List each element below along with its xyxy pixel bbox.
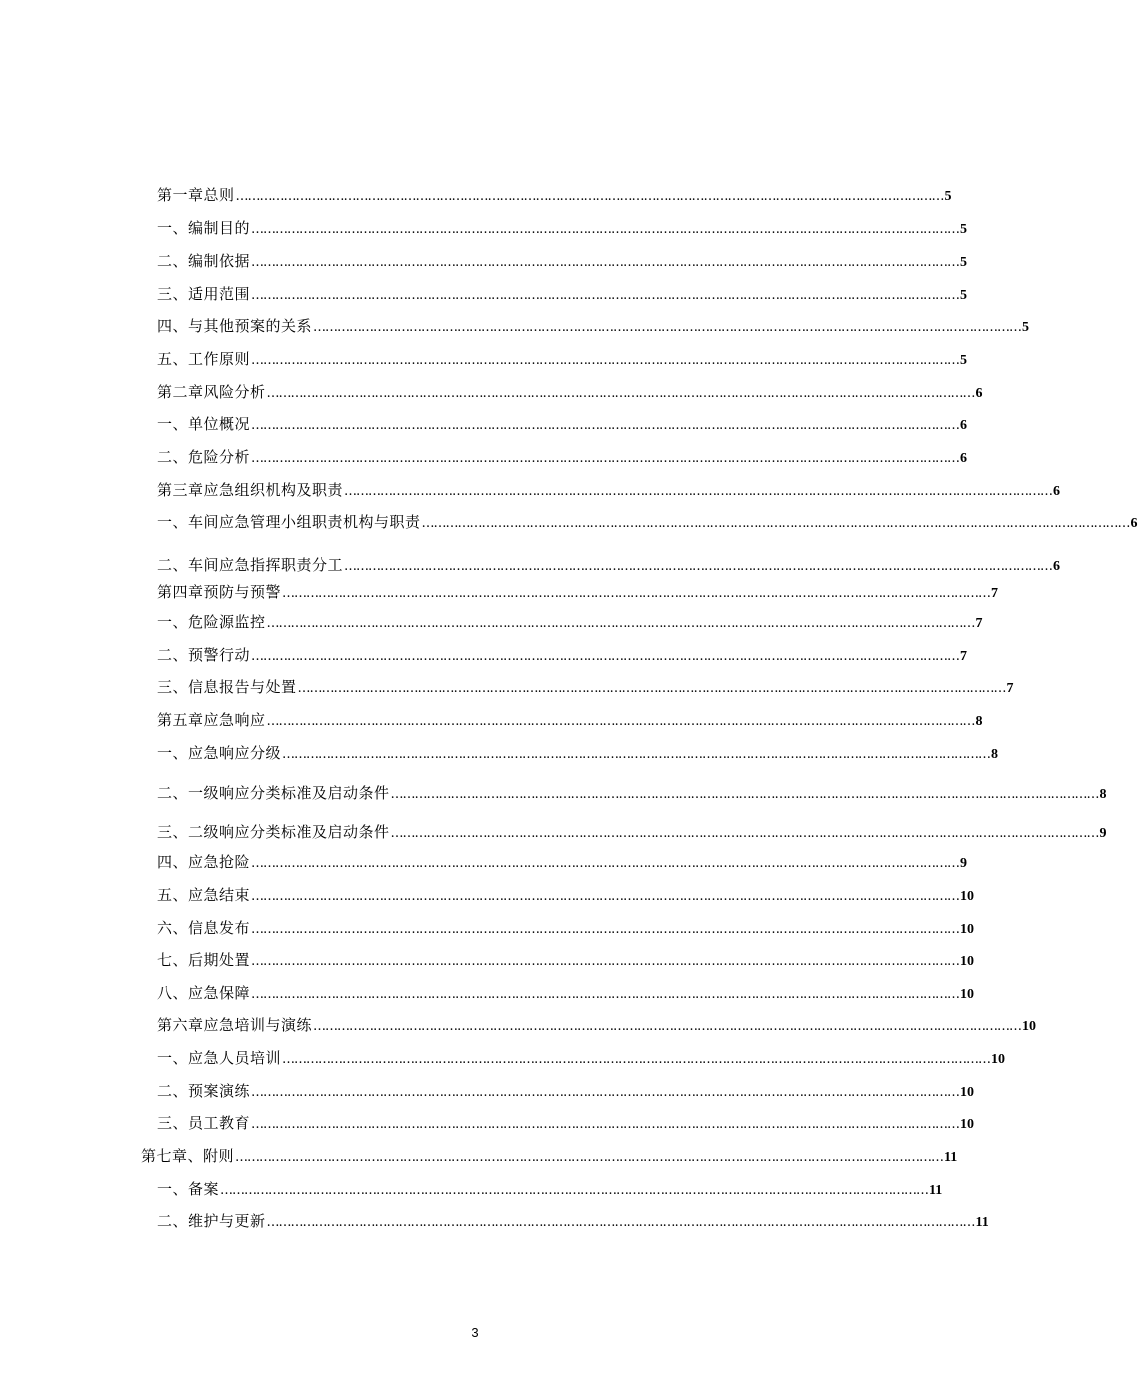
toc-entry-page: 6 xyxy=(1053,484,1061,499)
toc-entry-title: 一、车间应急管理小组职责机构与职责 xyxy=(157,513,421,531)
toc-entry-title: 三、二级响应分类标准及启动条件 xyxy=(157,823,390,841)
toc-entry-title: 第四章预防与预警 xyxy=(157,583,282,601)
toc-entry-title: 二、预警行动 xyxy=(157,646,251,664)
toc-entry-page: 6 xyxy=(1130,516,1138,531)
toc-entry-page: 6 xyxy=(960,418,968,433)
toc-entry-title: 二、预案演练 xyxy=(157,1082,251,1100)
toc-entry-page: 10 xyxy=(960,954,975,969)
page-number: 3 xyxy=(471,1325,479,1340)
toc-entry[interactable] xyxy=(157,185,952,207)
toc-entry-page: 8 xyxy=(991,747,999,762)
toc-entry[interactable] xyxy=(157,1081,975,1103)
toc-entry-title: 二、一级响应分类标准及启动条件 xyxy=(157,784,390,802)
toc-leader-dots: …………………………………………………………………………………………………………………………………………………………… xyxy=(251,1117,960,1132)
toc-entry-page: 10 xyxy=(991,1052,1006,1067)
toc-leader-dots: …………………………………………………………………………………………………………………………………………………………… xyxy=(251,288,960,303)
toc-entry[interactable] xyxy=(157,382,983,404)
toc-leader-dots: …………………………………………………………………………………………………………………………………………………………… xyxy=(220,1183,929,1198)
toc-entry[interactable] xyxy=(157,950,975,972)
toc-entry-title: 五、应急结束 xyxy=(157,886,251,904)
toc-entry[interactable] xyxy=(157,918,975,940)
toc-leader-dots: …………………………………………………………………………………………………………………………………………………………… xyxy=(266,616,975,631)
toc-entry-page: 10 xyxy=(1022,1019,1037,1034)
toc-entry-page: 5 xyxy=(944,189,952,204)
toc-entry-title: 一、编制目的 xyxy=(157,219,251,237)
toc-entry-title: 一、危险源监控 xyxy=(157,613,266,631)
toc-entry-title: 第五章应急响应 xyxy=(157,711,266,729)
toc-leader-dots: …………………………………………………………………………………………………………………………………………………………… xyxy=(251,649,960,664)
toc-entry-page: 9 xyxy=(1099,826,1107,841)
toc-entry-page: 11 xyxy=(929,1183,943,1198)
toc-entry-title: 第一章总则 xyxy=(157,186,235,204)
toc-entry-title: 一、单位概况 xyxy=(157,415,251,433)
toc-entry-title: 第六章应急培训与演练 xyxy=(157,1016,313,1034)
toc-entry[interactable] xyxy=(157,612,983,634)
toc-leader-dots: …………………………………………………………………………………………………………………………………………………………… xyxy=(251,922,960,937)
toc-entry[interactable] xyxy=(157,582,999,604)
toc-entry-page: 5 xyxy=(960,222,968,237)
toc-entry[interactable] xyxy=(157,783,1107,805)
toc-entry[interactable] xyxy=(157,677,1014,699)
toc-entry-title: 二、车间应急指挥职责分工 xyxy=(157,556,344,574)
toc-entry[interactable] xyxy=(157,852,968,874)
toc-entry[interactable] xyxy=(157,218,968,240)
toc-leader-dots: …………………………………………………………………………………………………………………………………………………………… xyxy=(251,418,960,433)
toc-leader-dots: …………………………………………………………………………………………………………………………………………………………… xyxy=(251,987,960,1002)
toc-leader-dots: …………………………………………………………………………………………………………………………………………………………… xyxy=(297,681,1006,696)
toc-leader-dots: …………………………………………………………………………………………………………………………………………………………… xyxy=(251,353,960,368)
toc-entry-page: 6 xyxy=(1053,559,1061,574)
toc-entry-title: 二、危险分析 xyxy=(157,448,251,466)
toc-leader-dots: …………………………………………………………………………………………………………………………………………………………… xyxy=(421,516,1130,531)
toc-leader-dots: …………………………………………………………………………………………………………………………………………………………… xyxy=(251,856,960,871)
toc-leader-dots: …………………………………………………………………………………………………………………………………………………………… xyxy=(251,889,960,904)
toc-leader-dots: …………………………………………………………………………………………………………………………………………………………… xyxy=(266,386,975,401)
toc-entry[interactable] xyxy=(157,1211,989,1233)
toc-entry-page: 7 xyxy=(1006,681,1014,696)
toc-entry-title: 六、信息发布 xyxy=(157,919,251,937)
toc-leader-dots: …………………………………………………………………………………………………………………………………………………………… xyxy=(251,451,960,466)
toc-leader-dots: …………………………………………………………………………………………………………………………………………………………… xyxy=(282,586,991,601)
toc-entry-page: 7 xyxy=(960,649,968,664)
toc-leader-dots: …………………………………………………………………………………………………………………………………………………………… xyxy=(266,1215,975,1230)
toc-entry-title: 一、应急响应分级 xyxy=(157,744,282,762)
toc-entry[interactable] xyxy=(157,316,1030,338)
toc-entry[interactable] xyxy=(157,480,1061,502)
toc-entry[interactable] xyxy=(157,284,968,306)
toc-entry-page: 8 xyxy=(975,714,983,729)
toc-entry-title: 三、员工教育 xyxy=(157,1114,251,1132)
toc-entry-title: 一、备案 xyxy=(157,1180,220,1198)
toc-entry[interactable] xyxy=(157,1048,1006,1070)
toc-entry-page: 10 xyxy=(960,1085,975,1100)
toc-entry[interactable] xyxy=(157,743,999,765)
toc-entry-page: 8 xyxy=(1099,787,1107,802)
toc-leader-dots: …………………………………………………………………………………………………………………………………………………………… xyxy=(344,559,1053,574)
toc-entry-page: 7 xyxy=(975,616,983,631)
toc-leader-dots: …………………………………………………………………………………………………………………………………………………………… xyxy=(251,222,960,237)
toc-entry-page: 10 xyxy=(960,987,975,1002)
toc-leader-dots: …………………………………………………………………………………………………………………………………………………………… xyxy=(251,1085,960,1100)
toc-entry-title: 七、后期处置 xyxy=(157,951,251,969)
toc-entry-page: 5 xyxy=(960,288,968,303)
toc-entry[interactable] xyxy=(157,645,968,667)
toc-leader-dots: …………………………………………………………………………………………………………………………………………………………… xyxy=(266,714,975,729)
toc-entry-page: 11 xyxy=(944,1150,958,1165)
toc-leader-dots: …………………………………………………………………………………………………………………………………………………………… xyxy=(390,787,1099,802)
toc-entry-title: 二、编制依据 xyxy=(157,252,251,270)
toc-entry[interactable] xyxy=(157,885,975,907)
toc-entry-page: 6 xyxy=(975,386,983,401)
toc-entry[interactable] xyxy=(157,447,968,469)
toc-entry-page: 7 xyxy=(991,586,999,601)
toc-leader-dots: …………………………………………………………………………………………………………………………………………………………… xyxy=(235,1150,944,1165)
toc-entry[interactable] xyxy=(157,414,968,436)
toc-entry-title: 八、应急保障 xyxy=(157,984,251,1002)
toc-entry-page: 9 xyxy=(960,856,968,871)
toc-entry-title: 五、工作原则 xyxy=(157,350,251,368)
toc-leader-dots: …………………………………………………………………………………………………………………………………………………………… xyxy=(282,747,991,762)
toc-entry-page: 5 xyxy=(960,255,968,270)
toc-leader-dots: …………………………………………………………………………………………………………………………………………………………… xyxy=(313,320,1022,335)
toc-entry[interactable] xyxy=(157,555,1061,577)
toc-leader-dots: …………………………………………………………………………………………………………………………………………………………… xyxy=(251,255,960,270)
toc-entry-title: 第二章风险分析 xyxy=(157,383,266,401)
toc-entry-page: 5 xyxy=(1022,320,1030,335)
toc-entry[interactable] xyxy=(157,710,983,732)
toc-entry-page: 10 xyxy=(960,889,975,904)
toc-entry-title: 二、维护与更新 xyxy=(157,1212,266,1230)
toc-leader-dots: …………………………………………………………………………………………………………………………………………………………… xyxy=(282,1052,991,1067)
toc-entry-title: 三、适用范围 xyxy=(157,285,251,303)
toc-entry[interactable] xyxy=(157,983,975,1005)
toc-entry-page: 11 xyxy=(975,1215,989,1230)
toc-entry-page: 10 xyxy=(960,1117,975,1132)
toc-entry[interactable] xyxy=(157,349,968,371)
toc-leader-dots: …………………………………………………………………………………………………………………………………………………………… xyxy=(251,954,960,969)
toc-entry[interactable] xyxy=(157,822,1107,844)
toc-leader-dots: …………………………………………………………………………………………………………………………………………………………… xyxy=(390,826,1099,841)
toc-entry-title: 四、与其他预案的关系 xyxy=(157,317,313,335)
toc-entry[interactable] xyxy=(157,1113,975,1135)
toc-entry[interactable] xyxy=(141,1146,958,1168)
toc-entry-title: 三、信息报告与处置 xyxy=(157,678,297,696)
toc-entry-title: 四、应急抢险 xyxy=(157,853,251,871)
toc-leader-dots: …………………………………………………………………………………………………………………………………………………………… xyxy=(313,1019,1022,1034)
toc-entry[interactable] xyxy=(157,1179,943,1201)
toc-entry[interactable] xyxy=(157,251,968,273)
toc-entry[interactable] xyxy=(157,1015,1037,1037)
toc-entry-title: 一、应急人员培训 xyxy=(157,1049,282,1067)
toc-entry-page: 6 xyxy=(960,451,968,466)
toc-leader-dots: …………………………………………………………………………………………………………………………………………………………… xyxy=(235,189,944,204)
toc-entry-title: 第三章应急组织机构及职责 xyxy=(157,481,344,499)
toc-entry-page: 5 xyxy=(960,353,968,368)
toc-entry[interactable] xyxy=(157,512,1138,534)
toc-leader-dots: …………………………………………………………………………………………………………………………………………………………… xyxy=(344,484,1053,499)
toc-entry-title: 第七章、附则 xyxy=(141,1147,235,1165)
toc-entry-page: 10 xyxy=(960,922,975,937)
